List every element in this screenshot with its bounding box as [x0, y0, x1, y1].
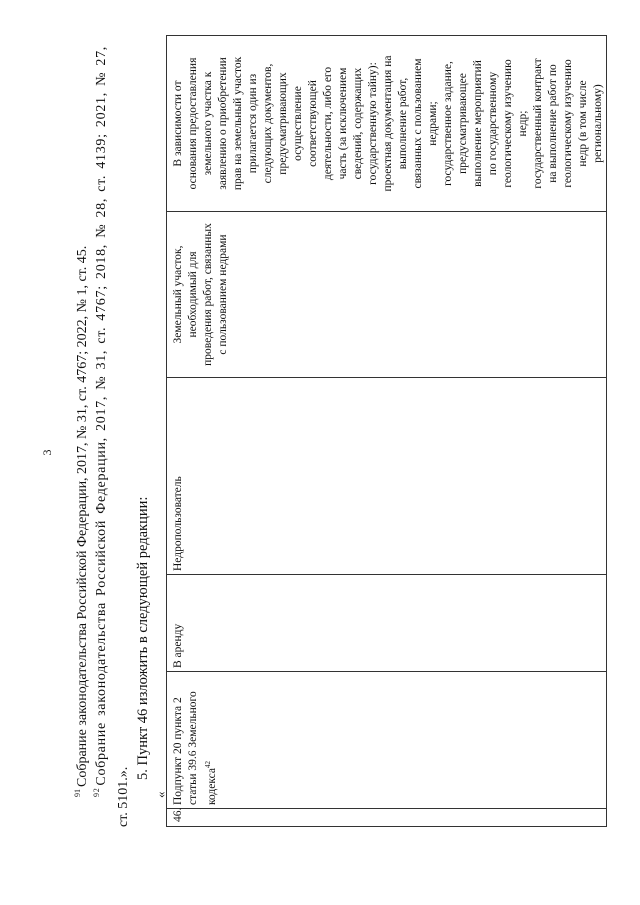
- documents-line: следующих документов,: [262, 63, 274, 184]
- form-cell: В аренду: [167, 575, 607, 672]
- footnote-91: [73, 246, 91, 797]
- documents-line: соответствующей: [307, 80, 319, 167]
- amendment-instruction: 5. Пункт 46 изложить в следующей редакции:: [135, 496, 151, 780]
- table-row: [167, 36, 607, 827]
- land-plot-cell: Земельный участок, необходимый для проведения работ, связанных с пользованием недрами: [167, 212, 607, 378]
- documents-line: государственный контракт: [532, 58, 544, 189]
- footnote-92-mark: 92: [92, 787, 101, 797]
- documents-line: на выполнение работ по: [547, 64, 559, 183]
- documents-line: геологическому изучению: [562, 59, 574, 188]
- documents-line: часть (за исключением: [337, 67, 349, 180]
- documents-line: предусматривающее: [457, 73, 469, 174]
- footnote-91-mark: 91: [73, 789, 82, 797]
- documents-line: основания предоставления: [187, 57, 199, 190]
- row-number-cell: 46.: [167, 809, 607, 827]
- documents-line: геологическому изучению: [502, 59, 514, 188]
- documents-line: прав на земельный участок: [232, 56, 244, 191]
- documents-line: недр;: [517, 110, 529, 137]
- documents-line: сведений, содержащих: [352, 67, 364, 180]
- documents-line: недрами;: [427, 101, 439, 146]
- footnote-91-text: Собрание законодательства Российской Федерации, 2017, № 31, ст. 4767; 2022, № 1, ст. 45.: [75, 245, 90, 787]
- documents-line: государственную тайну):: [367, 62, 379, 185]
- documents-line: деятельности, либо его: [322, 66, 334, 181]
- land-plot-table: [166, 35, 607, 827]
- documents-line: выполнение работ,: [397, 77, 409, 170]
- documents-line: осуществление: [292, 86, 304, 161]
- legal-basis-footnote-mark: 42: [204, 760, 212, 768]
- documents-line: связанных с пользованием: [412, 58, 424, 189]
- documents-line: государственное задание,: [442, 61, 454, 186]
- documents-line: выполнение мероприятий: [472, 60, 484, 187]
- documents-line: прилагается один из: [247, 73, 259, 174]
- documents-line: заявлению о приобретении: [217, 57, 229, 190]
- documents-line: проектная документация на: [382, 55, 394, 192]
- applicant-cell: Недропользователь: [167, 378, 607, 575]
- documents-line: предусматривающих: [277, 72, 289, 175]
- documents-line: недр (в том числе: [577, 80, 589, 167]
- opening-quote-mark: «: [153, 791, 168, 798]
- documents-cell: [167, 36, 607, 212]
- legal-basis-cell: [167, 672, 607, 809]
- documents-line: В зависимости от: [172, 80, 184, 167]
- legal-basis-text: Подпункт 20 пункта 2 статьи 39.6 Земельного кодекса: [172, 691, 218, 805]
- documents-line: региональному): [592, 84, 604, 163]
- footnote-92: [92, 46, 110, 797]
- page-number: 3: [40, 449, 54, 456]
- documents-line: земельного участка к: [202, 71, 214, 176]
- documents-line: по государственному: [487, 71, 499, 176]
- footnote-92-continuation: ст. 5101.».: [116, 766, 131, 827]
- footnote-92-text: Собрание законодательства Российской Федерации, 2017, № 31, ст. 4767; 2018, № 28, ст. 4139; 2021, № 27,: [94, 46, 109, 786]
